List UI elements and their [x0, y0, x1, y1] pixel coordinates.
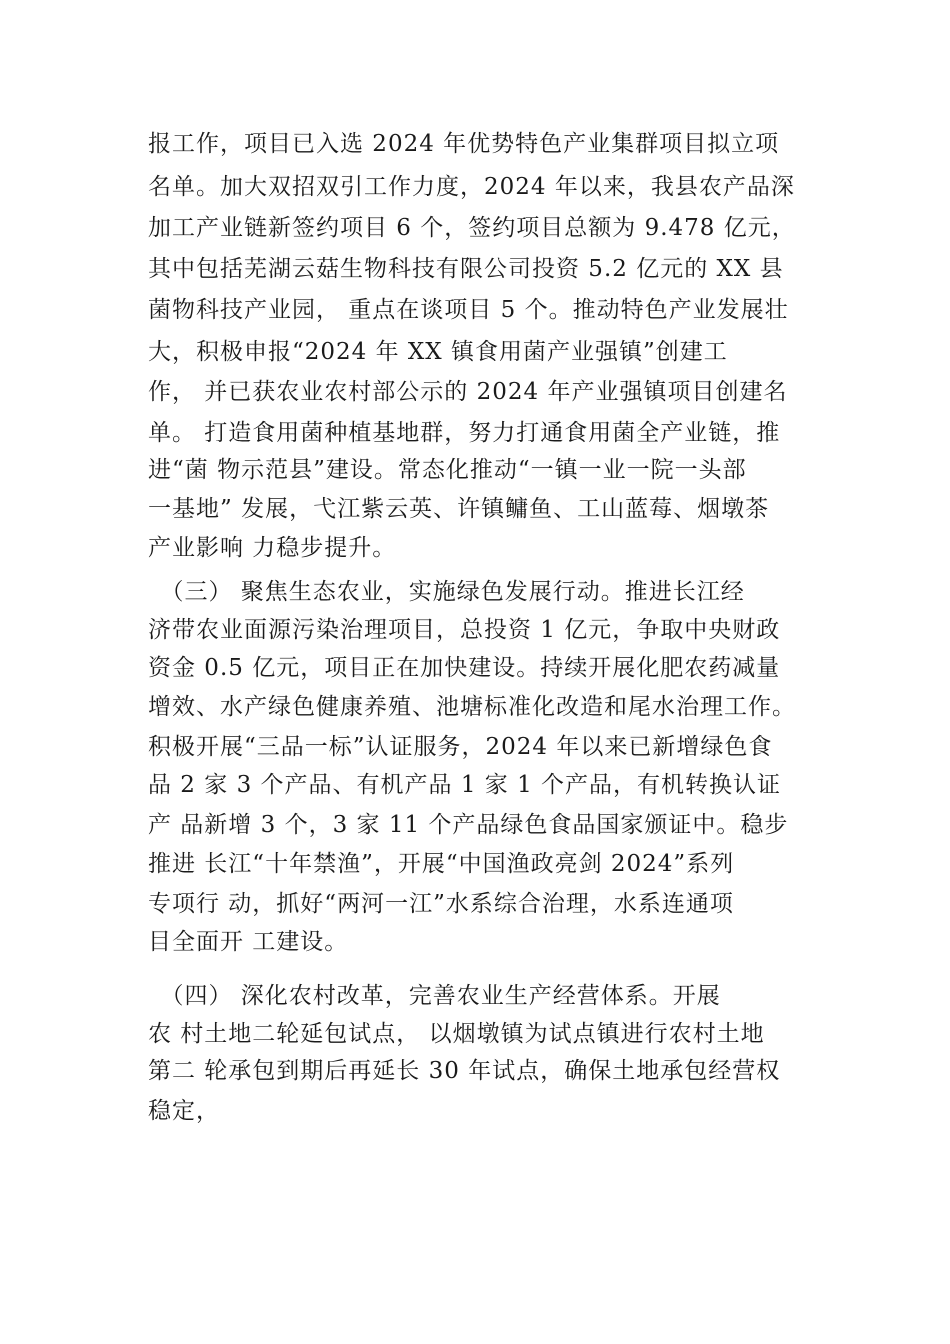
- text-line: 增效、水产绿色健康养殖、池塘标准化改造和尾水治理工作。: [148, 694, 796, 720]
- text-line: 产业影响 力稳步提升。: [148, 535, 397, 561]
- text-line: 一基地” 发展，弋江紫云英、许镇鳙鱼、工山蓝莓、烟墩茶: [148, 496, 770, 522]
- text-line: 其中包括芜湖云菇生物科技有限公司投资 5.2 亿元的 XX 县: [148, 256, 784, 282]
- text-line: 品 2 家 3 个产品、有机产品 1 家 1 个产品，有机转换认证: [148, 772, 782, 798]
- text-line: 报工作，项目已入选 2024 年优势特色产业集群项目拟立项: [148, 131, 780, 157]
- text-line: 名单。加大双招双引工作力度，2024 年以来，我县农产品深: [148, 174, 795, 200]
- text-line: 大，积极申报“2024 年 XX 镇食用菌产业强镇”创建工: [148, 339, 728, 365]
- text-line: 加工产业链新签约项目 6 个，签约项目总额为 9.478 亿元，: [148, 215, 796, 241]
- text-line: 菌物科技产业园， 重点在谈项目 5 个。推动特色产业发展壮: [148, 297, 789, 323]
- text-line: 济带农业面源污染治理项目，总投资 1 亿元，争取中央财政: [148, 617, 781, 643]
- text-line: 农 村土地二轮延包试点， 以烟墩镇为试点镇进行农村土地: [148, 1021, 765, 1047]
- text-line: 产 品新增 3 个，3 家 11 个产品绿色食品国家颁证中。稳步: [148, 812, 789, 838]
- text-line: 推进 长江“十年禁渔”，开展“中国渔政亮剑 2024”系列: [148, 851, 735, 877]
- text-line: 稳定，: [148, 1098, 220, 1124]
- section-heading-line: （三） 聚焦生态农业，实施绿色发展行动。推进长江经: [148, 579, 745, 605]
- text-line: 第二 轮承包到期后再延长 30 年试点，确保土地承包经营权: [148, 1058, 781, 1084]
- text-line: 单。 打造食用菌种植基地群，努力打通食用菌全产业链，推: [148, 420, 781, 446]
- text-line: 目全面开 工建设。: [148, 929, 349, 955]
- text-line: 进“菌 物示范县”建设。常态化推动“一镇一业一院一头部: [148, 457, 747, 483]
- text-line: 专项行 动，抓好“两河一江”水系综合治理，水系连通项: [148, 891, 734, 917]
- section-heading-line: （四） 深化农村改革，完善农业生产经营体系。开展: [148, 983, 721, 1009]
- text-line: 资金 0.5 亿元，项目正在加快建设。持续开展化肥农药减量: [148, 655, 781, 681]
- text-line: 积极开展“三品一标”认证服务，2024 年以来已新增绿色食: [148, 734, 773, 760]
- text-line: 作， 并已获农业农村部公示的 2024 年产业强镇项目创建名: [148, 379, 788, 405]
